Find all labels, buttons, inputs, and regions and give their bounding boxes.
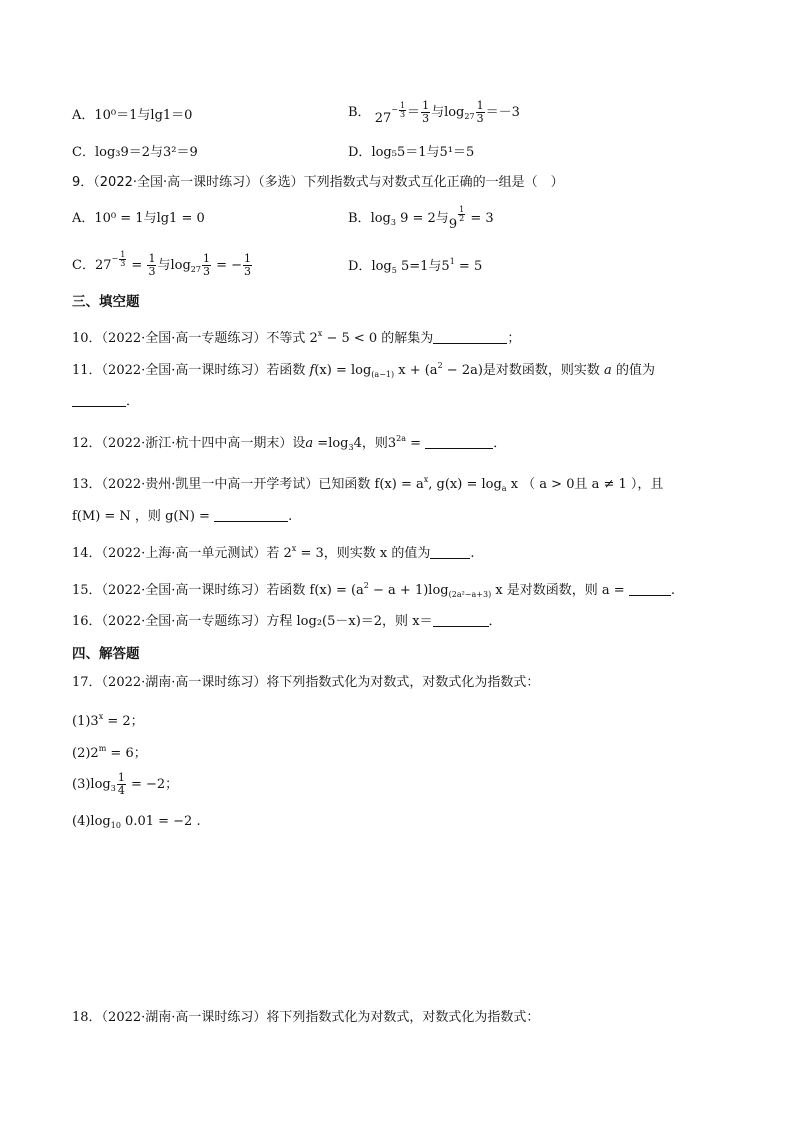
q16-tail: ． xyxy=(488,614,502,629)
exponent: − $\frac{1}{3}$ xyxy=(111,249,126,268)
log-base: 10 xyxy=(110,821,121,830)
item-post: 0.01 = −2 . xyxy=(120,814,201,829)
option-label: C． xyxy=(72,145,95,160)
numerator: 1 xyxy=(202,252,210,265)
numerator: 1 xyxy=(476,99,484,112)
exponent: x xyxy=(98,712,104,721)
answer-blank[interactable] xyxy=(214,507,288,522)
option-text: log₅5＝1与5¹＝5 xyxy=(371,145,475,160)
log-base: 3 xyxy=(110,784,116,793)
denominator: 3 xyxy=(120,258,126,268)
exponent xyxy=(457,206,466,224)
q13-text: 13．（2022·贵州·凯里一中高一开学考试）已知函数 xyxy=(72,477,375,492)
equals: ＝ xyxy=(407,105,421,120)
exponent: x xyxy=(317,329,323,338)
q17-item-4 xyxy=(72,813,201,835)
log-base: 5 xyxy=(391,266,397,275)
item-text: (4)log xyxy=(72,814,111,829)
base: 9 xyxy=(448,217,458,232)
item-post: = 2； xyxy=(103,714,144,729)
numerator: 1 xyxy=(120,249,126,259)
q12-text: 12．（2022·浙江·杭十四中高一期末）设 xyxy=(72,436,306,451)
exponent: 1 xyxy=(449,257,455,266)
exp-fraction xyxy=(119,251,126,268)
numerator: 1 xyxy=(399,100,406,110)
q14-tail: . xyxy=(470,546,475,561)
q9-option-b xyxy=(348,206,494,234)
denominator: 3 xyxy=(422,112,430,125)
q15-text: 15．（2022·全国·高一课时练习）若函数 f(x) = (a xyxy=(72,583,364,598)
option-label: A． xyxy=(72,108,95,123)
tail-text: = − xyxy=(211,258,243,273)
q13-tail: . xyxy=(288,509,293,524)
q11-post: − 2a)是对数函数，则实数 xyxy=(442,363,605,378)
log-base: a xyxy=(501,484,507,493)
section-heading-fill-in: 三、填空题 xyxy=(72,294,140,310)
exp-fraction xyxy=(399,102,406,119)
q12 xyxy=(72,430,506,457)
q11-fx: (x) = log xyxy=(314,363,372,378)
option-label: D． xyxy=(348,259,372,274)
fraction xyxy=(243,253,252,278)
denominator: 4 xyxy=(117,784,125,797)
fraction xyxy=(421,100,430,125)
q9-option-a xyxy=(72,210,205,228)
function-symbol: f xyxy=(309,363,315,378)
exponent: 2 xyxy=(437,361,443,370)
denominator: 3 xyxy=(244,265,252,278)
denominator: 2 xyxy=(459,214,465,223)
base: 27 xyxy=(374,111,392,126)
exponent xyxy=(391,101,407,119)
option-text: log₃9＝2与3²＝9 xyxy=(94,145,198,160)
option-label: D． xyxy=(348,145,372,160)
q12-tail: ． xyxy=(493,436,507,451)
answer-blank[interactable] xyxy=(433,612,489,627)
q13-g: , g(x) = log xyxy=(428,477,502,492)
item-text: (3)log xyxy=(72,777,111,792)
exponent: m xyxy=(98,744,107,753)
answer-blank[interactable] xyxy=(72,392,126,407)
base: 27 xyxy=(94,258,112,273)
q9-option-d xyxy=(348,253,482,280)
log-base: 27 xyxy=(464,112,475,121)
log-text: 与log xyxy=(157,258,191,273)
option-label: C． xyxy=(72,258,95,273)
log-base: 3 xyxy=(390,218,396,227)
q11-line2 xyxy=(72,392,139,411)
q10-text-post: − 5 < 0 的解集为 xyxy=(322,331,434,346)
option-text: 10⁰＝1与lg1＝0 xyxy=(94,108,193,123)
log-base: 27 xyxy=(190,265,201,274)
q10 xyxy=(72,325,520,348)
tail-text: = 3 xyxy=(466,211,494,226)
q11 xyxy=(72,357,655,384)
q12-post: 4，则3 xyxy=(353,436,397,451)
item-text: (1)3 xyxy=(72,714,99,729)
answer-blank[interactable] xyxy=(425,434,493,449)
q14-post: = 3，则实数 x 的值为 xyxy=(296,546,431,561)
q8-option-d xyxy=(348,144,474,162)
log-base: 3 xyxy=(348,443,354,452)
q13 xyxy=(72,471,663,498)
q18-stem: 18．（2022·湖南·高一课时练习）将下列指数式化为对数式，对数式化为指数式： xyxy=(72,1010,540,1025)
q17-item-2 xyxy=(72,740,147,763)
q8-option-a xyxy=(72,107,192,125)
q13-line2 xyxy=(72,507,292,526)
q11-tail: 的值为 xyxy=(611,363,655,378)
item-text: (2)2 xyxy=(72,746,99,761)
exponent: x xyxy=(291,544,297,553)
q11-mid: x + (a xyxy=(394,363,438,378)
q15-post: x 是对数函数，则 a = xyxy=(491,583,629,598)
q14 xyxy=(72,540,474,563)
option-label: A． xyxy=(72,211,95,226)
q12-mid: =log xyxy=(313,436,349,451)
mid-text: 5=1与5 xyxy=(396,259,450,274)
tail-text: ＝－3 xyxy=(485,105,520,120)
answer-blank[interactable] xyxy=(430,544,470,559)
exponent: 2 xyxy=(363,581,369,590)
q15 xyxy=(72,577,675,604)
q15-mid: − a + 1)log xyxy=(368,583,449,598)
numerator: 1 xyxy=(422,99,430,112)
q10-text: 10．（2022·全国·高一专题练习）不等式 2 xyxy=(72,331,318,346)
q15-tail: . xyxy=(670,583,675,598)
numerator: 1 xyxy=(459,205,465,214)
fraction xyxy=(117,772,126,797)
q13-line2-text: f(M) = N ，则 g(N) = xyxy=(72,509,215,524)
q13-post: x （ a > 0且 a ≠ 1 ），且 xyxy=(506,477,664,492)
log-text: log xyxy=(370,211,391,226)
numerator: 1 xyxy=(117,771,125,784)
log-text: log xyxy=(371,259,392,274)
item-post: = 6； xyxy=(106,746,147,761)
q16-text: 16．（2022·全国·高一专题练习）方程 log₂(5－x)＝2，则 x＝ xyxy=(72,614,433,629)
q11-end: ． xyxy=(126,394,140,409)
q8-option-b xyxy=(348,100,520,128)
q9-option-c xyxy=(72,250,253,279)
q16 xyxy=(72,612,502,631)
equals: = xyxy=(406,436,426,451)
denominator: 3 xyxy=(148,265,156,278)
q10-tail: ； xyxy=(507,331,521,346)
q17-item-3 xyxy=(72,772,178,798)
fraction xyxy=(476,100,485,125)
section-heading-answer: 四、解答题 xyxy=(72,646,140,662)
numerator: 1 xyxy=(148,252,156,265)
q17-item-1 xyxy=(72,708,144,731)
log-text: 与log xyxy=(431,105,465,120)
numerator: 1 xyxy=(244,252,252,265)
item-post: = −2； xyxy=(126,777,179,792)
exp-fraction xyxy=(458,206,465,223)
q9-stem: 9．（2022·全国·高一课时练习）（多选）下列指数式与对数式互化正确的一组是（ ） xyxy=(72,175,564,190)
denominator: 3 xyxy=(202,265,210,278)
log-base: (2a²−a+3) xyxy=(448,590,492,599)
log-base: (a−1) xyxy=(371,370,395,379)
denominator: 3 xyxy=(476,112,484,125)
variable-a: a xyxy=(305,436,314,451)
answer-blank[interactable] xyxy=(433,329,507,344)
power xyxy=(94,249,127,273)
exponent: 2a xyxy=(396,434,407,443)
q13-f: f(x) = a xyxy=(374,477,424,492)
option-label: B． xyxy=(348,211,371,226)
option-text: 10⁰ = 1与lg1 = 0 xyxy=(94,211,205,226)
power xyxy=(449,206,466,234)
equals: = xyxy=(127,258,147,273)
option-label: B． xyxy=(348,105,371,120)
mid-text: 9 = 2与 xyxy=(395,211,449,226)
variable-a: a xyxy=(604,363,612,378)
q8-option-c xyxy=(72,144,198,162)
denominator: 3 xyxy=(399,109,406,119)
q11-text: 11．（2022·全国·高一课时练习）若函数 xyxy=(72,363,310,378)
tail-text: = 5 xyxy=(454,259,483,274)
answer-blank[interactable] xyxy=(629,581,671,596)
q17-stem: 17．（2022·湖南·高一课时练习）将下列指数式化为对数式，对数式化为指数式： xyxy=(72,675,540,690)
exp-sign: − xyxy=(391,105,398,114)
fraction xyxy=(147,253,156,278)
exponent: x xyxy=(423,475,429,484)
q14-text: 14．（2022·上海·高一单元测试）若 2 xyxy=(72,546,292,561)
power xyxy=(375,101,407,128)
fraction xyxy=(202,253,211,278)
